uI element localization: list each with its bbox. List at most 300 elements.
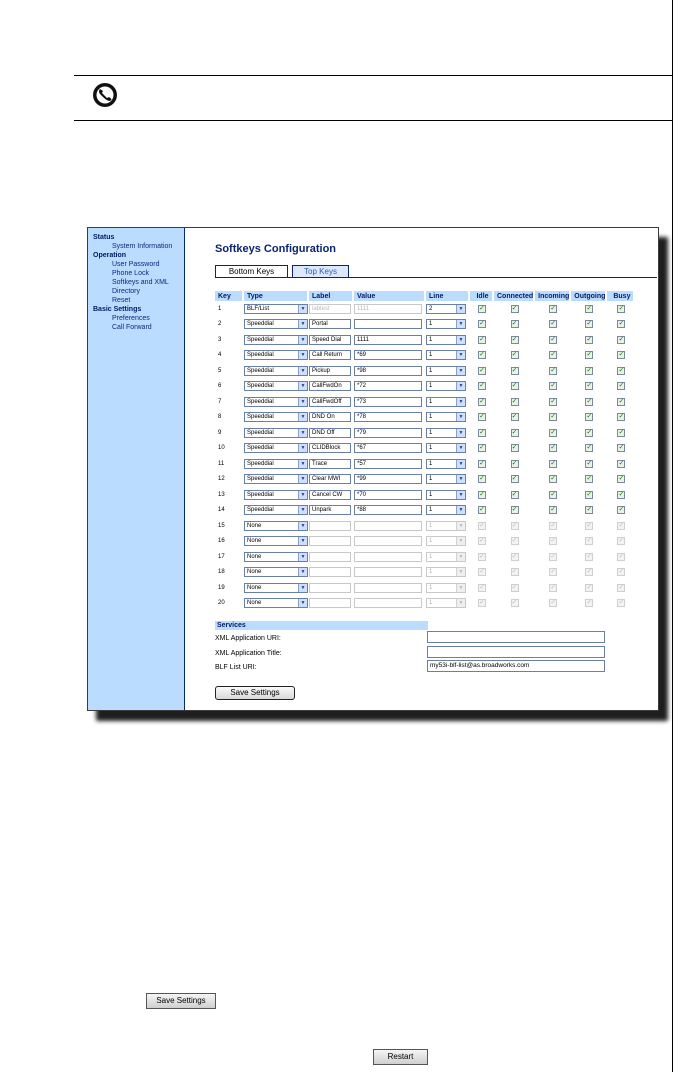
- margin-rule: [672, 0, 673, 1072]
- incoming-checkbox[interactable]: ✓: [550, 521, 557, 529]
- chevron-down-icon[interactable]: ▼: [298, 491, 307, 499]
- busy-checkbox[interactable]: ✓: [618, 459, 625, 467]
- state-cell: [607, 596, 635, 612]
- line-select[interactable]: [426, 319, 466, 329]
- value-input[interactable]: *78: [354, 412, 422, 422]
- line-value: 1: [429, 522, 433, 529]
- table-row: [215, 363, 635, 379]
- line-cell: [426, 518, 470, 534]
- outgoing-checkbox[interactable]: ✓: [586, 397, 593, 405]
- busy-checkbox[interactable]: ✓: [618, 382, 625, 390]
- chevron-down-icon[interactable]: ▼: [456, 336, 465, 344]
- type-select[interactable]: [244, 412, 308, 422]
- line-select[interactable]: [426, 350, 466, 360]
- line-select[interactable]: [426, 428, 466, 438]
- busy-checkbox[interactable]: ✓: [618, 599, 625, 607]
- state-cell: [470, 534, 494, 550]
- line-cell: [426, 441, 470, 457]
- chevron-down-icon[interactable]: ▼: [298, 320, 307, 328]
- key-number: 11: [218, 460, 225, 467]
- line-select[interactable]: [426, 598, 466, 608]
- idle-checkbox[interactable]: ✓: [479, 397, 485, 405]
- key-number: 14: [218, 507, 225, 514]
- chevron-down-icon[interactable]: ▼: [456, 568, 465, 576]
- key-number: 20: [218, 600, 225, 607]
- chevron-down-icon[interactable]: ▼: [456, 305, 465, 313]
- outgoing-checkbox[interactable]: ✓: [586, 413, 593, 421]
- busy-checkbox[interactable]: ✓: [618, 320, 625, 328]
- table-row: [215, 487, 635, 503]
- sidebar-item[interactable]: Reset: [112, 297, 131, 304]
- type-select[interactable]: [244, 459, 308, 469]
- value-input[interactable]: [354, 319, 422, 329]
- chevron-down-icon[interactable]: ▼: [298, 444, 307, 452]
- busy-checkbox[interactable]: ✓: [618, 568, 625, 576]
- busy-checkbox[interactable]: ✓: [618, 506, 625, 514]
- line-select[interactable]: [426, 505, 466, 515]
- idle-checkbox[interactable]: ✓: [479, 320, 485, 328]
- table-row: [215, 596, 635, 612]
- state-cell: [494, 472, 535, 488]
- label-input[interactable]: CallFwdOff: [309, 397, 351, 407]
- chevron-down-icon[interactable]: ▼: [298, 584, 307, 592]
- value-input[interactable]: *69: [354, 350, 422, 360]
- sidebar-item[interactable]: Phone Lock: [112, 270, 149, 277]
- value-cell: [354, 379, 426, 395]
- type-cell: [244, 456, 309, 472]
- idle-checkbox[interactable]: ✓: [479, 599, 485, 607]
- busy-checkbox[interactable]: ✓: [618, 304, 625, 312]
- connected-checkbox[interactable]: ✓: [511, 335, 518, 343]
- xml-app-uri-input[interactable]: [427, 631, 605, 643]
- connected-checkbox[interactable]: ✓: [511, 537, 518, 545]
- value-input[interactable]: 1111: [354, 304, 422, 314]
- type-cell: [244, 472, 309, 488]
- incoming-checkbox[interactable]: ✓: [550, 568, 557, 576]
- chevron-down-icon[interactable]: ▼: [456, 320, 465, 328]
- chevron-down-icon[interactable]: ▼: [298, 367, 307, 375]
- busy-checkbox[interactable]: ✓: [618, 552, 625, 560]
- line-select[interactable]: [426, 583, 466, 593]
- connected-checkbox[interactable]: ✓: [511, 351, 518, 359]
- type-select[interactable]: [244, 335, 308, 345]
- incoming-checkbox[interactable]: ✓: [550, 351, 557, 359]
- line-select[interactable]: [426, 459, 466, 469]
- incoming-checkbox[interactable]: ✓: [550, 490, 557, 498]
- line-select[interactable]: [426, 552, 466, 562]
- outgoing-checkbox[interactable]: ✓: [586, 304, 593, 312]
- type-select[interactable]: [244, 319, 308, 329]
- connected-checkbox[interactable]: ✓: [511, 304, 518, 312]
- state-cell: [571, 487, 607, 503]
- label-input[interactable]: DND On: [309, 412, 351, 422]
- save-settings-button-inline[interactable]: Save Settings: [146, 993, 216, 1009]
- value-input[interactable]: *67: [354, 443, 422, 453]
- incoming-checkbox[interactable]: ✓: [550, 413, 557, 421]
- state-cell: [571, 518, 607, 534]
- type-select[interactable]: [244, 583, 308, 593]
- value-input[interactable]: [354, 598, 422, 608]
- state-cell: [470, 410, 494, 426]
- value-input[interactable]: *70: [354, 490, 422, 500]
- busy-checkbox[interactable]: ✓: [618, 521, 625, 529]
- value-input[interactable]: *88: [354, 505, 422, 515]
- chevron-down-icon[interactable]: ▼: [456, 351, 465, 359]
- value-input[interactable]: *72: [354, 381, 422, 391]
- connected-checkbox[interactable]: ✓: [511, 506, 518, 514]
- line-select[interactable]: [426, 536, 466, 546]
- busy-checkbox[interactable]: ✓: [618, 583, 625, 591]
- state-cell: [571, 410, 607, 426]
- chevron-down-icon[interactable]: ▼: [456, 413, 465, 421]
- chevron-down-icon[interactable]: ▼: [298, 336, 307, 344]
- line-select[interactable]: [426, 521, 466, 531]
- chevron-down-icon[interactable]: ▼: [456, 382, 465, 390]
- line-cell: [426, 456, 470, 472]
- value-cell: [354, 565, 426, 581]
- type-select[interactable]: [244, 366, 308, 376]
- outgoing-checkbox[interactable]: ✓: [586, 475, 593, 483]
- idle-checkbox[interactable]: ✓: [479, 521, 485, 529]
- connected-checkbox[interactable]: ✓: [511, 366, 518, 374]
- outgoing-checkbox[interactable]: ✓: [586, 490, 593, 498]
- label-cell: [309, 301, 354, 317]
- chevron-down-icon[interactable]: ▼: [298, 460, 307, 468]
- incoming-checkbox[interactable]: ✓: [550, 382, 557, 390]
- type-select[interactable]: [244, 521, 308, 531]
- sidebar-heading: Basic Settings: [93, 306, 142, 313]
- sidebar-item[interactable]: Preferences: [112, 315, 150, 322]
- chevron-down-icon[interactable]: ▼: [456, 584, 465, 592]
- label-cell: [309, 441, 354, 457]
- type-value: Speeddial: [247, 336, 274, 343]
- label-input[interactable]: [309, 567, 351, 577]
- idle-checkbox[interactable]: ✓: [479, 552, 485, 560]
- outgoing-checkbox[interactable]: ✓: [586, 521, 593, 529]
- xml-app-title-input[interactable]: [427, 646, 605, 658]
- label-input[interactable]: [309, 552, 351, 562]
- incoming-checkbox[interactable]: ✓: [550, 335, 557, 343]
- connected-checkbox[interactable]: ✓: [511, 397, 518, 405]
- outgoing-checkbox[interactable]: ✓: [586, 444, 593, 452]
- sidebar-item[interactable]: Softkeys and XML: [112, 279, 169, 286]
- line-select[interactable]: [426, 397, 466, 407]
- outgoing-checkbox[interactable]: ✓: [586, 320, 593, 328]
- label-input[interactable]: Trace: [309, 459, 351, 469]
- outgoing-checkbox[interactable]: ✓: [586, 459, 593, 467]
- chevron-down-icon[interactable]: ▼: [298, 429, 307, 437]
- chevron-down-icon[interactable]: ▼: [298, 398, 307, 406]
- chevron-down-icon[interactable]: ▼: [456, 444, 465, 452]
- type-cell: [244, 332, 309, 348]
- type-select[interactable]: [244, 505, 308, 515]
- state-cell: [470, 596, 494, 612]
- busy-checkbox[interactable]: ✓: [618, 413, 625, 421]
- connected-checkbox[interactable]: ✓: [511, 568, 518, 576]
- value-input[interactable]: [354, 552, 422, 562]
- chevron-down-icon[interactable]: ▼: [456, 537, 465, 545]
- col-type: Type: [244, 291, 309, 301]
- chevron-down-icon[interactable]: ▼: [456, 398, 465, 406]
- value-input[interactable]: *57: [354, 459, 422, 469]
- sidebar-item[interactable]: Directory: [112, 288, 141, 295]
- outgoing-checkbox[interactable]: ✓: [586, 382, 593, 390]
- label-input[interactable]: DND Off: [309, 428, 351, 438]
- chevron-down-icon[interactable]: ▼: [456, 522, 465, 530]
- chevron-down-icon[interactable]: ▼: [456, 475, 465, 483]
- line-select[interactable]: [426, 381, 466, 391]
- chevron-down-icon[interactable]: ▼: [456, 429, 465, 437]
- blf-list-uri-input[interactable]: my53i-blf-list@as.broadworks.com: [427, 660, 605, 672]
- busy-checkbox[interactable]: ✓: [618, 490, 625, 498]
- type-select[interactable]: [244, 304, 308, 314]
- chevron-down-icon[interactable]: ▼: [298, 506, 307, 514]
- label-input[interactable]: [309, 598, 351, 608]
- type-select[interactable]: [244, 598, 308, 608]
- value-cell: [354, 503, 426, 519]
- incoming-checkbox[interactable]: ✓: [550, 537, 557, 545]
- outgoing-checkbox[interactable]: ✓: [586, 428, 593, 436]
- tab-top-keys[interactable]: Top Keys: [292, 265, 349, 278]
- type-select[interactable]: [244, 567, 308, 577]
- value-input[interactable]: *99: [354, 474, 422, 484]
- chevron-down-icon[interactable]: ▼: [456, 367, 465, 375]
- table-row: [215, 580, 635, 596]
- outgoing-checkbox[interactable]: ✓: [586, 599, 593, 607]
- line-select[interactable]: [426, 366, 466, 376]
- incoming-checkbox[interactable]: ✓: [550, 506, 557, 514]
- busy-checkbox[interactable]: ✓: [618, 351, 625, 359]
- label-input[interactable]: Portal: [309, 319, 351, 329]
- line-select[interactable]: [426, 304, 466, 314]
- connected-checkbox[interactable]: ✓: [511, 552, 518, 560]
- incoming-checkbox[interactable]: ✓: [550, 304, 557, 312]
- label-input[interactable]: Unpark: [309, 505, 351, 515]
- connected-checkbox[interactable]: ✓: [511, 320, 518, 328]
- connected-checkbox[interactable]: ✓: [511, 413, 518, 421]
- idle-checkbox[interactable]: ✓: [479, 351, 485, 359]
- line-select[interactable]: [426, 567, 466, 577]
- state-cell: [607, 379, 635, 395]
- label-input[interactable]: labtest: [309, 304, 351, 314]
- table-row: [215, 301, 635, 317]
- restart-button-inline[interactable]: Restart: [373, 1049, 428, 1065]
- connected-checkbox[interactable]: ✓: [511, 475, 518, 483]
- outgoing-checkbox[interactable]: ✓: [586, 506, 593, 514]
- label-input[interactable]: [309, 521, 351, 531]
- type-value: Speeddial: [247, 367, 274, 374]
- idle-checkbox[interactable]: ✓: [479, 304, 485, 312]
- label-input[interactable]: Cancel CW: [309, 490, 351, 500]
- connected-checkbox[interactable]: ✓: [511, 459, 518, 467]
- label-cell: [309, 425, 354, 441]
- type-select[interactable]: [244, 397, 308, 407]
- chevron-down-icon[interactable]: ▼: [456, 553, 465, 561]
- connected-checkbox[interactable]: ✓: [511, 428, 518, 436]
- value-input[interactable]: *98: [354, 366, 422, 376]
- idle-checkbox[interactable]: ✓: [479, 475, 485, 483]
- outgoing-checkbox[interactable]: ✓: [586, 583, 593, 591]
- type-select[interactable]: [244, 350, 308, 360]
- connected-checkbox[interactable]: ✓: [511, 583, 518, 591]
- state-cell: [535, 394, 571, 410]
- outgoing-checkbox[interactable]: ✓: [586, 568, 593, 576]
- chevron-down-icon[interactable]: ▼: [298, 305, 307, 313]
- busy-checkbox[interactable]: ✓: [618, 335, 625, 343]
- busy-checkbox[interactable]: ✓: [618, 537, 625, 545]
- value-input[interactable]: *79: [354, 428, 422, 438]
- line-select[interactable]: [426, 490, 466, 500]
- chevron-down-icon[interactable]: ▼: [298, 351, 307, 359]
- value-input[interactable]: [354, 567, 422, 577]
- outgoing-checkbox[interactable]: ✓: [586, 366, 593, 374]
- state-cell: [470, 301, 494, 317]
- tab-underline: [215, 277, 657, 278]
- col-label: Label: [309, 291, 354, 301]
- incoming-checkbox[interactable]: ✓: [550, 599, 557, 607]
- chevron-down-icon[interactable]: ▼: [298, 475, 307, 483]
- busy-checkbox[interactable]: ✓: [618, 428, 625, 436]
- chevron-down-icon[interactable]: ▼: [456, 599, 465, 607]
- label-input[interactable]: Speed Dial: [309, 335, 351, 345]
- idle-checkbox[interactable]: ✓: [479, 366, 485, 374]
- incoming-checkbox[interactable]: ✓: [550, 552, 557, 560]
- label-input[interactable]: CallFwdOn: [309, 381, 351, 391]
- connected-checkbox[interactable]: ✓: [511, 599, 518, 607]
- line-select[interactable]: [426, 443, 466, 453]
- chevron-down-icon[interactable]: ▼: [298, 537, 307, 545]
- state-cell: [571, 456, 607, 472]
- idle-checkbox[interactable]: ✓: [479, 413, 485, 421]
- connected-checkbox[interactable]: ✓: [511, 382, 518, 390]
- line-value: 1: [429, 476, 433, 483]
- incoming-checkbox[interactable]: ✓: [550, 366, 557, 374]
- value-input[interactable]: [354, 521, 422, 531]
- outgoing-checkbox[interactable]: ✓: [586, 351, 593, 359]
- type-value: Speeddial: [247, 476, 274, 483]
- busy-checkbox[interactable]: ✓: [618, 444, 625, 452]
- chevron-down-icon[interactable]: ▼: [456, 491, 465, 499]
- state-cell: [535, 301, 571, 317]
- idle-checkbox[interactable]: ✓: [479, 382, 485, 390]
- label-input[interactable]: Pickup: [309, 366, 351, 376]
- chevron-down-icon[interactable]: ▼: [456, 506, 465, 514]
- type-select[interactable]: [244, 552, 308, 562]
- col-value: Value: [354, 291, 426, 301]
- label-input[interactable]: [309, 583, 351, 593]
- outgoing-checkbox[interactable]: ✓: [586, 552, 593, 560]
- chevron-down-icon[interactable]: ▼: [298, 568, 307, 576]
- incoming-checkbox[interactable]: ✓: [550, 475, 557, 483]
- table-row: [215, 549, 635, 565]
- key-number: 2: [218, 321, 222, 328]
- label-input[interactable]: Clear MWI: [309, 474, 351, 484]
- type-select[interactable]: [244, 536, 308, 546]
- incoming-checkbox[interactable]: ✓: [550, 444, 557, 452]
- value-input[interactable]: 1111: [354, 335, 422, 345]
- save-settings-button[interactable]: Save Settings: [215, 686, 295, 700]
- chevron-down-icon[interactable]: ▼: [298, 553, 307, 561]
- idle-checkbox[interactable]: ✓: [479, 444, 485, 452]
- idle-checkbox[interactable]: ✓: [479, 335, 485, 343]
- connected-checkbox[interactable]: ✓: [511, 521, 518, 529]
- idle-checkbox[interactable]: ✓: [479, 537, 485, 545]
- type-value: Speeddial: [247, 383, 274, 390]
- busy-checkbox[interactable]: ✓: [618, 397, 625, 405]
- label-cell: [309, 534, 354, 550]
- idle-checkbox[interactable]: ✓: [479, 568, 485, 576]
- chevron-down-icon[interactable]: ▼: [298, 522, 307, 530]
- type-value: Speeddial: [247, 507, 274, 514]
- busy-checkbox[interactable]: ✓: [618, 475, 625, 483]
- line-cell: [426, 301, 470, 317]
- idle-checkbox[interactable]: ✓: [479, 583, 485, 591]
- sidebar-item[interactable]: System Information: [112, 243, 173, 250]
- incoming-checkbox[interactable]: ✓: [550, 583, 557, 591]
- idle-checkbox[interactable]: ✓: [479, 490, 485, 498]
- state-cell: [494, 332, 535, 348]
- state-cell: [571, 596, 607, 612]
- line-select[interactable]: [426, 412, 466, 422]
- chevron-down-icon[interactable]: ▼: [298, 599, 307, 607]
- state-cell: [535, 363, 571, 379]
- chevron-down-icon[interactable]: ▼: [298, 382, 307, 390]
- label-input[interactable]: [309, 536, 351, 546]
- chevron-down-icon[interactable]: ▼: [456, 460, 465, 468]
- sidebar-item[interactable]: Call Forward: [112, 324, 152, 331]
- key-number: 7: [218, 398, 222, 405]
- value-input[interactable]: [354, 536, 422, 546]
- line-select[interactable]: [426, 335, 466, 345]
- label-cell: [309, 518, 354, 534]
- line-cell: [426, 394, 470, 410]
- idle-checkbox[interactable]: ✓: [479, 428, 485, 436]
- line-cell: [426, 549, 470, 565]
- outgoing-checkbox[interactable]: ✓: [586, 537, 593, 545]
- value-input[interactable]: [354, 583, 422, 593]
- idle-checkbox[interactable]: ✓: [479, 459, 485, 467]
- type-select[interactable]: [244, 443, 308, 453]
- state-cell: [571, 549, 607, 565]
- idle-checkbox[interactable]: ✓: [479, 506, 485, 514]
- line-select[interactable]: [426, 474, 466, 484]
- type-cell: [244, 549, 309, 565]
- incoming-checkbox[interactable]: ✓: [550, 397, 557, 405]
- incoming-checkbox[interactable]: ✓: [550, 459, 557, 467]
- incoming-checkbox[interactable]: ✓: [550, 320, 557, 328]
- label-input[interactable]: CLIDBlock: [309, 443, 351, 453]
- connected-checkbox[interactable]: ✓: [511, 444, 518, 452]
- state-cell: [571, 503, 607, 519]
- type-select[interactable]: [244, 474, 308, 484]
- value-input[interactable]: *73: [354, 397, 422, 407]
- label-input[interactable]: Call Return: [309, 350, 351, 360]
- incoming-checkbox[interactable]: ✓: [550, 428, 557, 436]
- state-cell: [470, 549, 494, 565]
- busy-checkbox[interactable]: ✓: [618, 366, 625, 374]
- tab-bottom-keys[interactable]: Bottom Keys: [215, 265, 288, 278]
- outgoing-checkbox[interactable]: ✓: [586, 335, 593, 343]
- sidebar-item[interactable]: User Password: [112, 261, 160, 268]
- type-select[interactable]: [244, 381, 308, 391]
- type-select[interactable]: [244, 428, 308, 438]
- label-cell: [309, 596, 354, 612]
- connected-checkbox[interactable]: ✓: [511, 490, 518, 498]
- line-cell: [426, 487, 470, 503]
- chevron-down-icon[interactable]: ▼: [298, 413, 307, 421]
- web-ui-screenshot: [87, 227, 659, 711]
- type-select[interactable]: [244, 490, 308, 500]
